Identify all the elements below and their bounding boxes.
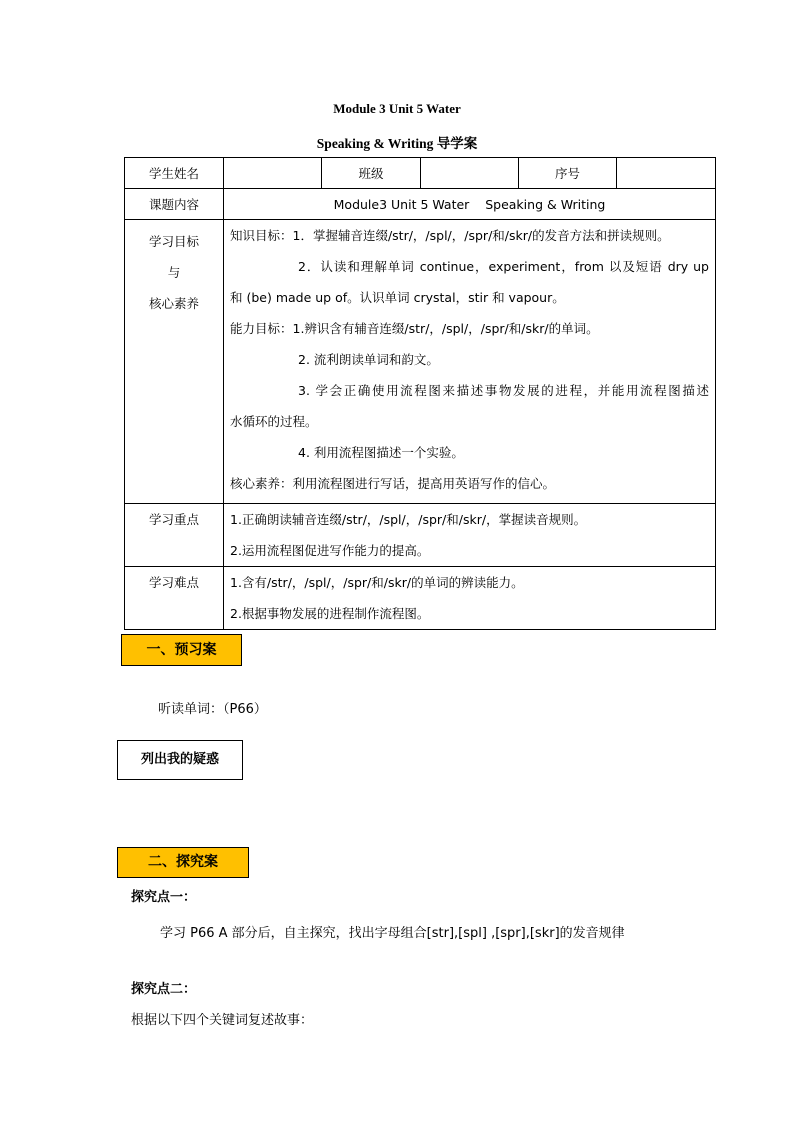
table-row: [125, 158, 716, 189]
table-row: [125, 504, 716, 567]
goals-line: 核心素养：利用流程图进行写话，提高用英语写作的信心。: [230, 476, 556, 491]
goals-line: 能力目标：1.辨识含有辅音连缀/str/，/spl/，/spr/和/skr/的单词。: [230, 321, 599, 336]
explore-point-one-text: 学习 P66 A 部分后，自主探究，找出字母组合[str],[spl] ,[spr],[skr]的发音规律: [160, 926, 625, 941]
focus-label-text: 学习重点: [148, 512, 199, 527]
focus-content: [224, 504, 716, 567]
goals-line: 和 (be) made up of。认识单词 crystal，stir 和 vapour。: [230, 290, 565, 305]
topic-label: 课题内容: [125, 189, 224, 220]
focus-label: [125, 504, 224, 567]
section-heading-explore: 二、探究案: [117, 847, 249, 878]
table-row: [125, 189, 716, 220]
goals-line: 水循环的过程。: [230, 414, 318, 429]
goals-line: 4. 利用流程图描述一个实验。: [298, 445, 464, 460]
class-field[interactable]: [421, 158, 519, 189]
table-row: [125, 567, 716, 630]
class-label: 班级: [322, 158, 421, 189]
goals-label: [125, 220, 224, 504]
document-title: Module 3 Unit 5 Water: [333, 101, 461, 116]
seat-number-label: 序号: [519, 158, 617, 189]
listen-words-text: 听读单词：（P66）: [158, 702, 267, 717]
difficulty-label: [125, 567, 224, 630]
difficulty-line: 1.含有/str/，/spl/，/spr/和/skr/的单词的辨读能力。: [230, 575, 524, 590]
difficulty-content: [224, 567, 716, 630]
goals-line: 知识目标：1．掌握辅音连缀/str/，/spl/，/spr/和/skr/的发音方法和拼读规则。: [230, 228, 670, 243]
section-heading-preview: 一、预习案: [121, 634, 242, 666]
info-table: [124, 157, 716, 630]
student-name-label: 学生姓名: [125, 158, 224, 189]
focus-line: 1.正确朗读辅音连缀/str/，/spl/，/spr/和/skr/，掌握读音规则。: [230, 512, 587, 527]
difficulty-line: 2.根据事物发展的进程制作流程图。: [230, 606, 430, 621]
doubts-box: 列出我的疑惑: [117, 740, 243, 780]
seat-number-field[interactable]: [617, 158, 716, 189]
goals-line: 2. 流利朗读单词和韵文。: [298, 352, 439, 367]
explore-point-one-label: 探究点一：: [131, 890, 197, 905]
topic-value: Module3 Unit 5 Water Speaking & Writing: [224, 189, 716, 220]
table-row: [125, 220, 716, 504]
goals-line: 2．认读和理解单词 continue，experiment，from 以及短语 dry up: [298, 259, 709, 274]
difficulty-label-text: 学习难点: [148, 575, 199, 590]
explore-point-two-label: 探究点二：: [131, 982, 197, 997]
goals-line: 3. 学会正确使用流程图来描述事物发展的进程，并能用流程图描述: [298, 383, 709, 398]
goals-label-line: 学习目标: [148, 234, 199, 249]
goals-label-line: 核心素养: [148, 296, 199, 311]
goals-content: [224, 220, 716, 504]
focus-line: 2.运用流程图促进写作能力的提高。: [230, 543, 430, 558]
goals-label-line: 与: [167, 265, 181, 280]
document-subtitle: Speaking & Writing 导学案: [316, 136, 478, 151]
explore-point-two-text: 根据以下四个关键词复述故事：: [131, 1013, 314, 1028]
student-name-field[interactable]: [224, 158, 322, 189]
